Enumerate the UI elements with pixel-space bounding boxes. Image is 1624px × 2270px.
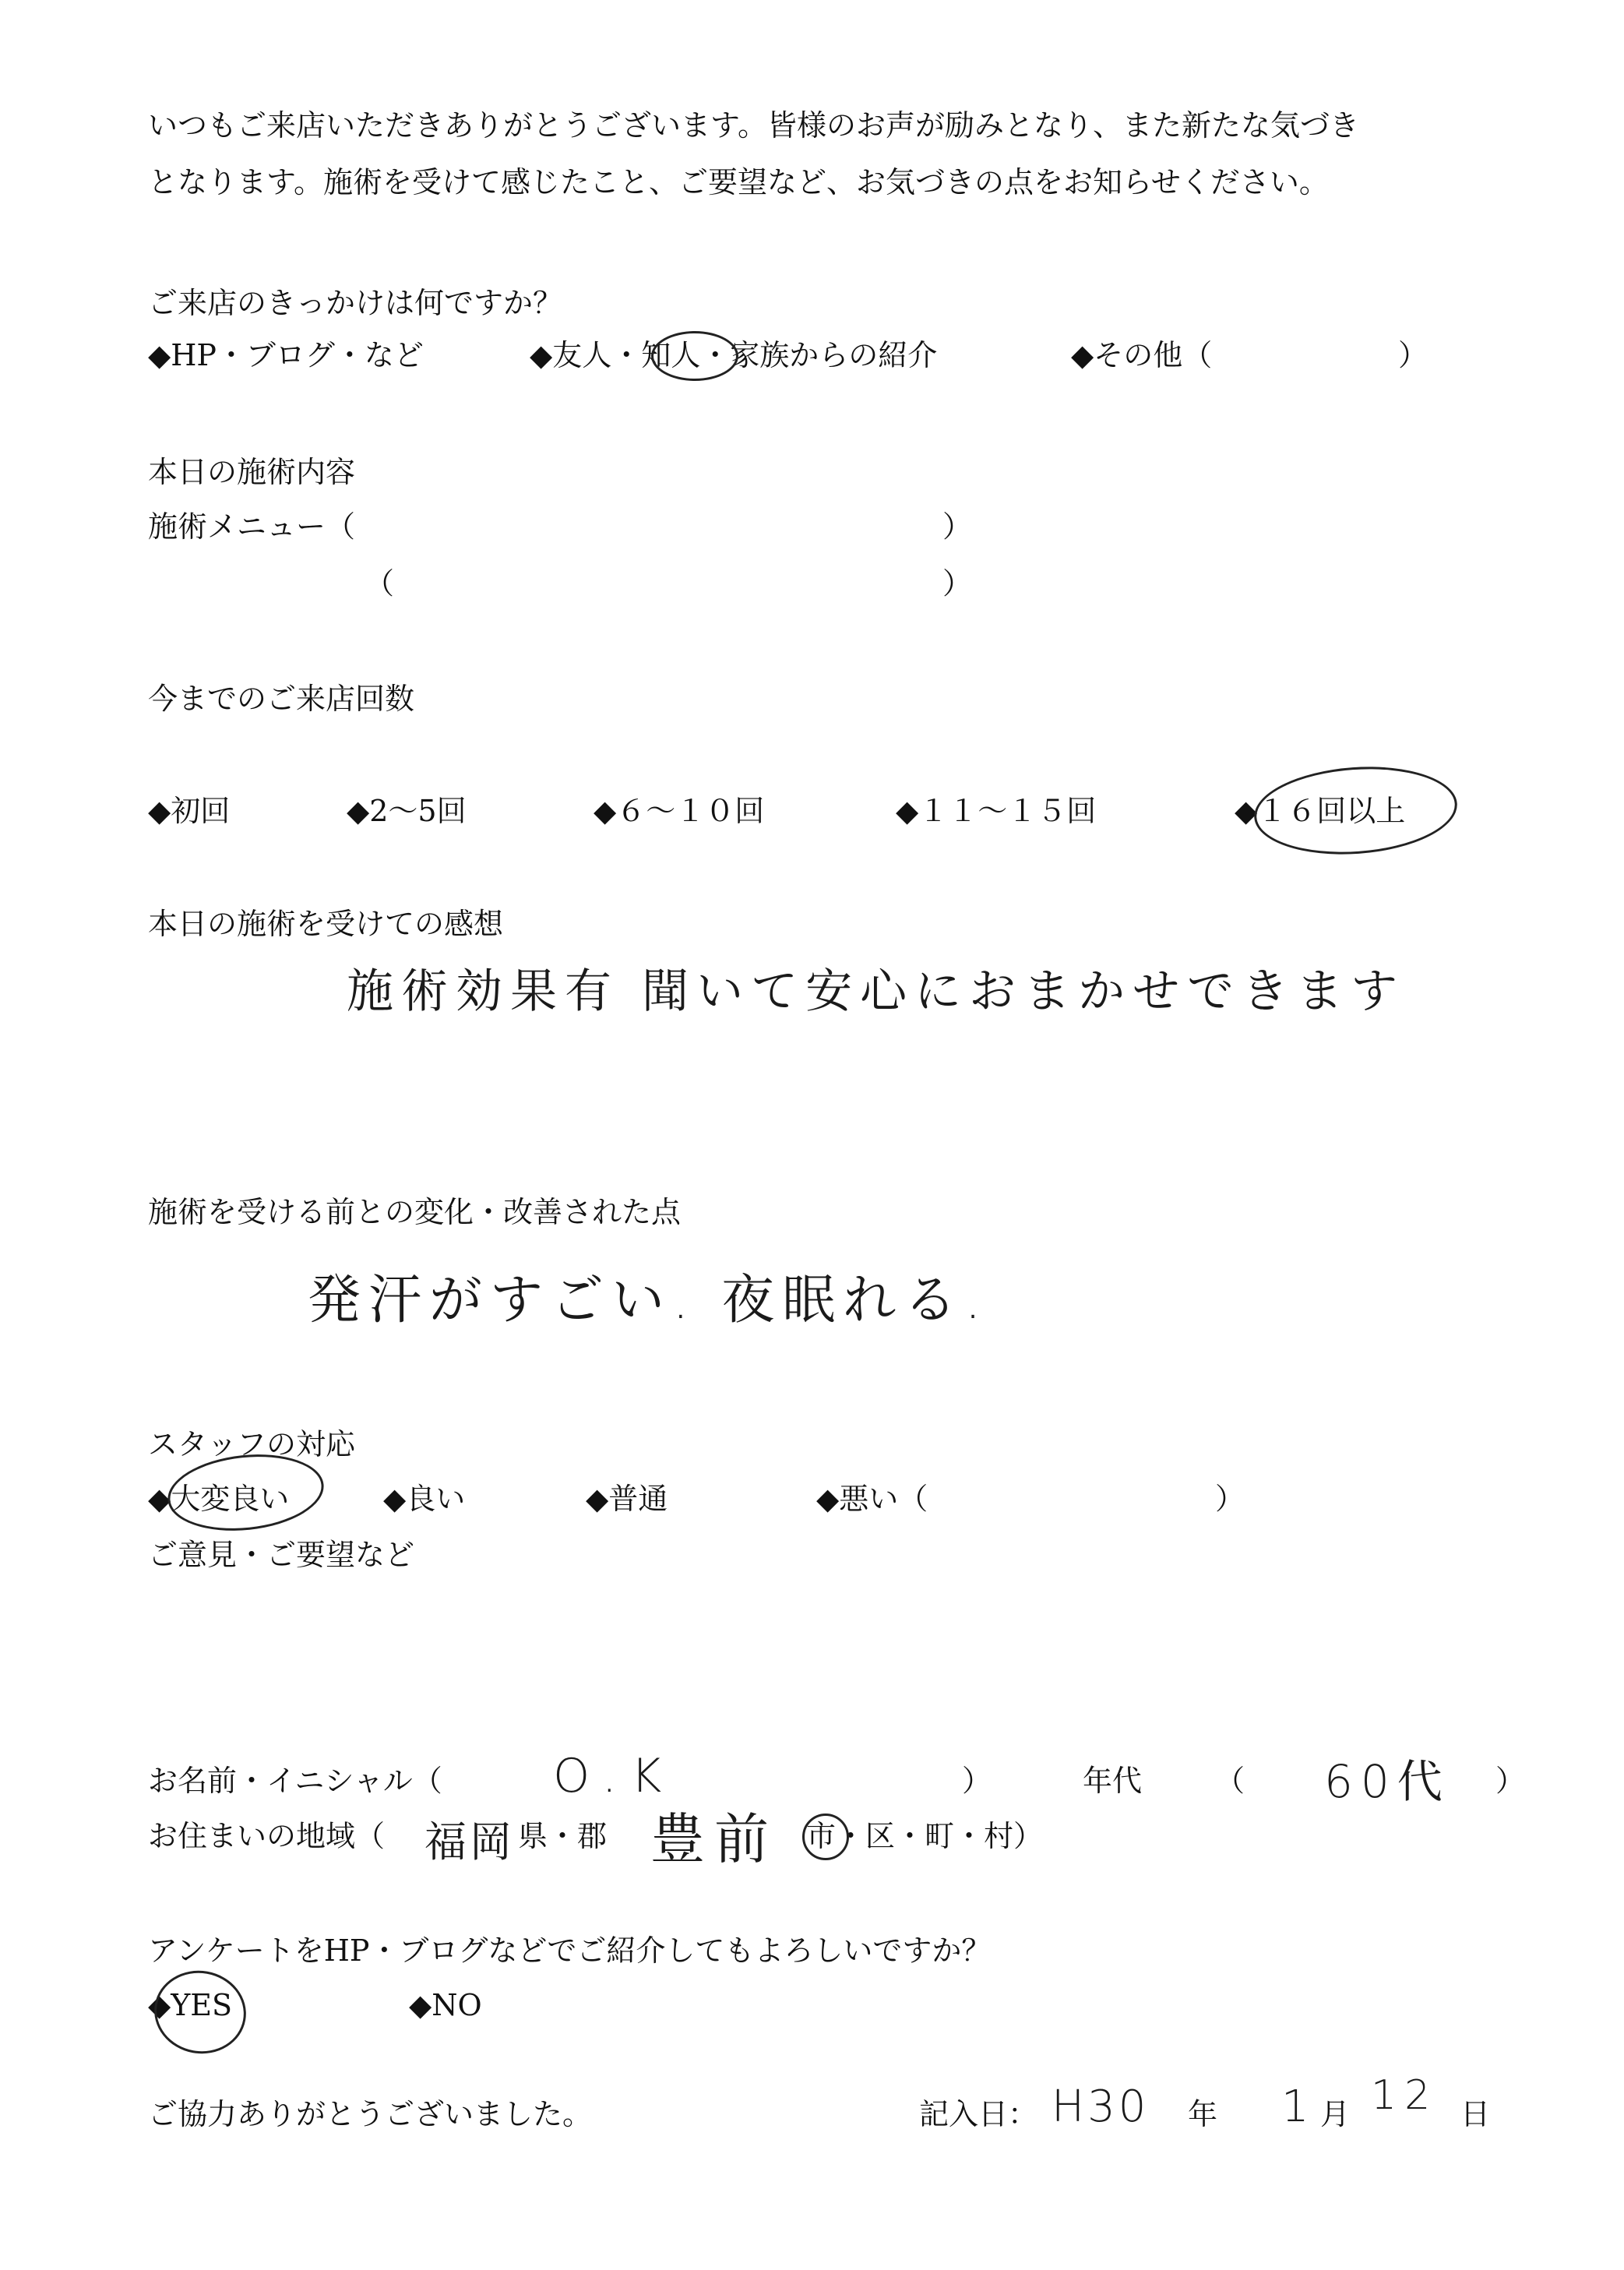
staff-heading: スタッフの対応: [148, 1427, 356, 1461]
staff-bad-close: ）: [1215, 1482, 1245, 1516]
date-year-handwritten: H30: [1052, 2081, 1150, 2132]
intro-line-1: いつもご来店いただきありがとうございます。皆様のお声が励みとなり、また新たな気づき: [148, 108, 1359, 143]
selection-circle-yes: [148, 1964, 253, 2061]
visits-heading: 今までのご来店回数: [148, 682, 415, 716]
staff-option-good[interactable]: ◆良い: [383, 1482, 466, 1516]
name-label: お名前・イニシャル（: [148, 1764, 442, 1798]
selection-circle-city: [802, 1814, 849, 1860]
treatment-menu-label: 施術メニュー（: [148, 509, 356, 544]
staff-option-normal[interactable]: ◆普通: [586, 1482, 668, 1516]
staff-option-very-good[interactable]: ◆大変良い: [148, 1482, 290, 1516]
name-close: ）: [962, 1764, 992, 1798]
staff-option-bad[interactable]: ◆悪い（: [816, 1482, 928, 1516]
age-handwritten-value: 60代: [1324, 1755, 1450, 1808]
date-month-handwritten: 1: [1281, 2081, 1317, 2132]
trigger-option-referral[interactable]: ◆友人・知人・家族からの紹介: [530, 338, 938, 372]
date-month-unit: 月: [1320, 2097, 1351, 2131]
date-label: 記入日：: [919, 2097, 1038, 2131]
visits-option-2-5[interactable]: ◆2～5回: [347, 794, 467, 828]
address-municipality-options: 市・区・町・村）: [806, 1819, 1044, 1853]
trigger-option-hp[interactable]: ◆HP・ブログ・など: [148, 338, 424, 372]
visits-option-6-10[interactable]: ◆６～１０回: [594, 794, 765, 828]
treatment-menu-open-2: （: [365, 566, 395, 601]
impression-handwritten-answer: 施術効果有 聞いて安心におまかせできます: [347, 964, 1406, 1019]
name-handwritten-value: O.K: [553, 1749, 676, 1803]
trigger-option-other[interactable]: ◆その他（: [1071, 338, 1213, 372]
publish-question: アンケートをHP・ブログなどでご紹介してもよろしいですか？: [148, 1933, 992, 1968]
trigger-other-close: ）: [1398, 338, 1428, 372]
visits-option-11-15[interactable]: ◆１１～１５回: [896, 794, 1097, 828]
address-prefecture-handwritten: 福岡: [424, 1817, 515, 1866]
thanks-text: ご協力ありがとうございました。: [148, 2097, 593, 2131]
age-label: 年代: [1083, 1764, 1143, 1798]
opinion-heading: ご意見・ご要望など: [148, 1538, 415, 1572]
visits-option-16-plus[interactable]: ◆１６回以上: [1235, 794, 1406, 828]
impression-heading: 本日の施術を受けての感想: [148, 907, 504, 941]
selection-circle-chijin: [651, 331, 738, 381]
date-year-unit: 年: [1188, 2097, 1218, 2131]
age-close: ）: [1495, 1764, 1526, 1798]
date-day-unit: 日: [1460, 2097, 1491, 2131]
date-day-handwritten: 12: [1371, 2072, 1439, 2119]
treatment-menu-close-2: ）: [942, 566, 973, 601]
address-city-handwritten: 豊前: [650, 1807, 778, 1871]
treatment-menu-close-1: ）: [942, 509, 973, 544]
address-prefecture-suffix: 県・郡: [518, 1819, 608, 1853]
intro-line-2: となります。施術を受けて感じたこと、ご要望など、お気づきの点をお知らせください。: [148, 165, 1329, 199]
publish-option-yes[interactable]: ◆YES: [148, 1988, 233, 2022]
publish-option-no[interactable]: ◆NO: [409, 1988, 482, 2022]
address-label: お住まいの地域（: [148, 1819, 386, 1853]
change-handwritten-answer: 発汗がすごい. 夜眠れる.: [308, 1270, 989, 1331]
change-heading: 施術を受ける前との変化・改善された点: [148, 1195, 682, 1229]
age-open: （: [1215, 1764, 1245, 1798]
trigger-question: ご来店のきっかけは何ですか？: [148, 286, 563, 320]
selection-circle-16-plus: [1251, 760, 1460, 861]
treatment-heading: 本日の施術内容: [148, 455, 356, 489]
visits-option-first[interactable]: ◆初回: [148, 794, 231, 828]
